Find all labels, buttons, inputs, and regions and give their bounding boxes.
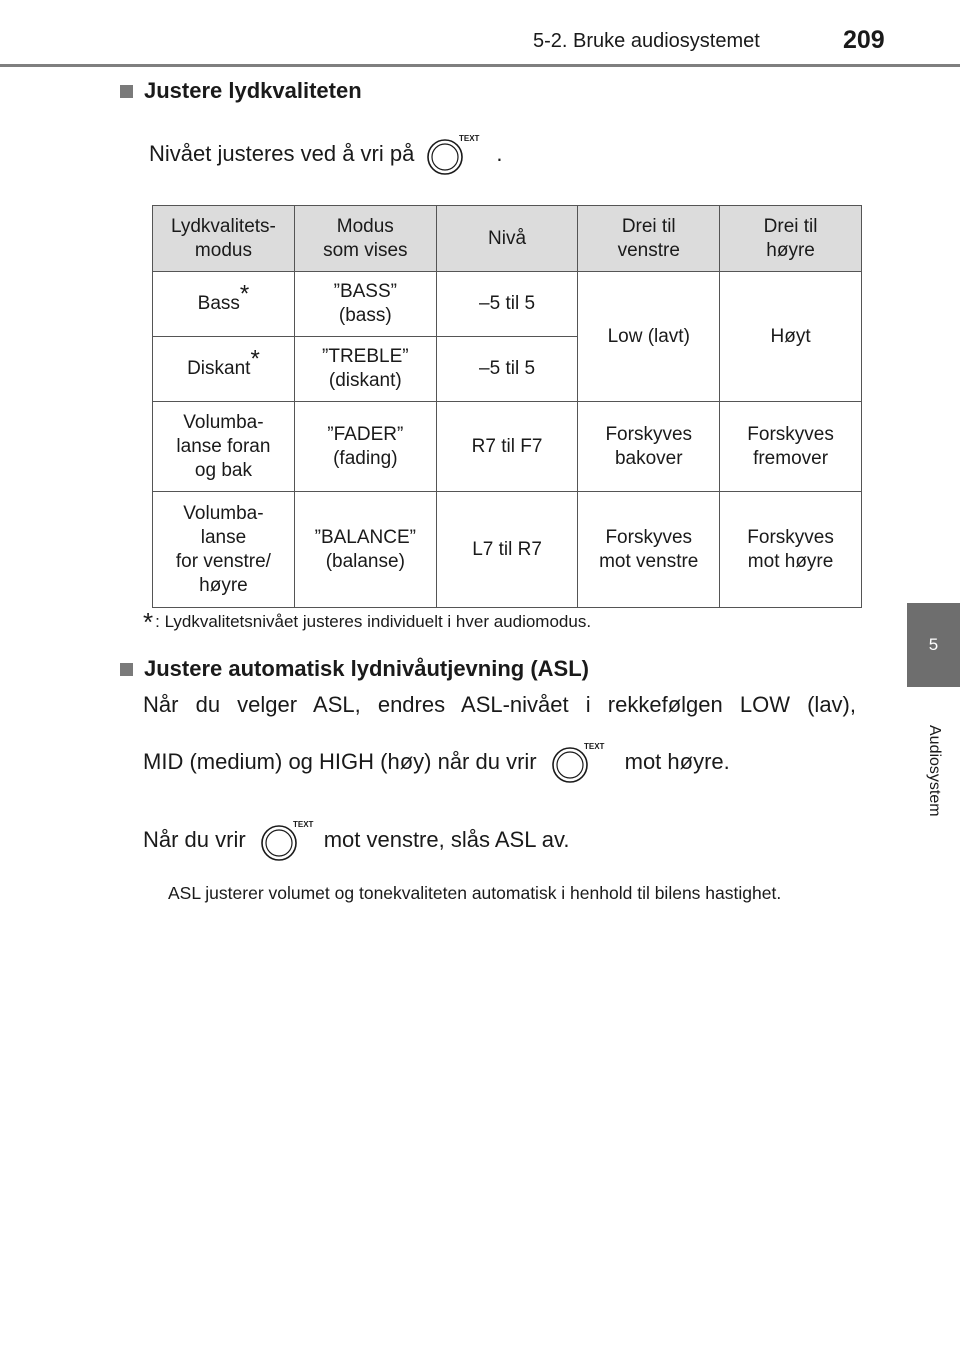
table-cell-merged — [578, 272, 720, 402]
table-cell — [436, 337, 578, 402]
table-cell-merged — [720, 272, 862, 402]
chapter-tab — [907, 603, 960, 687]
level-treble: –5 til 5 — [479, 358, 536, 379]
section-title: 5-2. Bruke audiosystemet — [533, 30, 760, 52]
asl-line-3-text: Når du vrir — [143, 827, 246, 852]
table-cell — [578, 402, 720, 492]
table-header-row — [153, 206, 862, 272]
level-fader: R7 til F7 — [471, 435, 543, 457]
asl-line-3 — [143, 818, 569, 862]
table-row — [153, 272, 862, 337]
level-balance: L7 til R7 — [472, 538, 542, 560]
header-display: Modus som vises — [323, 215, 408, 261]
table-cell — [294, 272, 436, 337]
section-heading-asl — [120, 656, 589, 682]
mode-balance: Volumba- lanse for venstre/ høyre — [175, 502, 271, 596]
table-header-cell — [153, 206, 295, 272]
asterisk: * — [239, 280, 250, 308]
asl-note: ASL justerer volumet og tonekvaliteten automatisk i henhold til bilens hastighet. — [168, 883, 782, 903]
table-cell — [294, 402, 436, 492]
table-cell — [436, 272, 578, 337]
table-cell — [436, 402, 578, 492]
table-cell — [578, 492, 720, 608]
bullet-square-icon — [120, 85, 133, 98]
table-cell — [153, 337, 295, 402]
page-number: 209 — [843, 26, 885, 54]
table-header-cell — [720, 206, 862, 272]
heading-text: Justere lydkvaliteten — [144, 78, 362, 103]
table-cell — [436, 492, 578, 608]
table-cell — [153, 492, 295, 608]
table-cell — [153, 272, 295, 337]
turn-right-high: Høyt — [770, 325, 811, 347]
level-bass: –5 til 5 — [479, 293, 536, 314]
display-balance: ”BALANCE” (balanse) — [314, 526, 416, 572]
table-cell — [294, 492, 436, 608]
header-level: Nivå — [488, 227, 527, 249]
knob-text-label: TEXT — [292, 820, 314, 829]
header-turn-right: Drei til høyre — [763, 215, 818, 261]
asl-line-2-text: MID (medium) og HIGH (høy) når du vrir — [143, 749, 537, 774]
mode-bass: Bass — [197, 293, 240, 314]
header-mode: Lydkvalitets- modus — [170, 215, 276, 261]
intro-period: . — [496, 141, 503, 166]
table-header-cell — [294, 206, 436, 272]
table-header-cell — [436, 206, 578, 272]
asl-line-2 — [143, 740, 730, 784]
knob-icon — [426, 132, 480, 176]
balance-left: Forskyves mot venstre — [599, 526, 699, 572]
table-row — [153, 402, 862, 492]
display-treble: ”TREBLE” (diskant) — [322, 346, 409, 391]
header-divider — [0, 64, 960, 67]
display-fader: ”FADER” (fading) — [327, 423, 404, 469]
knob-text-label: TEXT — [459, 134, 480, 143]
table-header-cell — [578, 206, 720, 272]
knob-text-label: TEXT — [583, 742, 605, 751]
mode-fader: Volumba- lanse foran og bak — [176, 411, 271, 481]
display-bass: ”BASS” (bass) — [333, 281, 397, 326]
fader-left: Forskyves bakover — [605, 423, 693, 469]
asl-line-1: Når du velger ASL, endres ASL-nivået i rekkefølgen LOW (lav), — [143, 692, 856, 717]
knob-icon — [551, 740, 605, 784]
section-heading-sound-quality — [120, 78, 362, 104]
turn-left-low: Low (lavt) — [607, 325, 690, 347]
table-footnote — [143, 607, 592, 637]
bullet-square-icon — [120, 663, 133, 676]
sound-quality-table — [152, 205, 862, 608]
chapter-number: 5 — [928, 635, 939, 654]
intro-line — [149, 132, 502, 176]
asl-line-3-end: mot venstre, slås ASL av. — [323, 827, 570, 852]
mode-treble: Diskant — [187, 358, 251, 379]
balance-right: Forskyves mot høyre — [747, 526, 834, 572]
table-cell — [294, 337, 436, 402]
footnote-asterisk: * — [143, 607, 154, 637]
fader-right: Forskyves fremover — [747, 423, 834, 469]
heading-text: Justere automatisk lydnivåutjevning (ASL) — [144, 656, 589, 681]
table-row — [153, 492, 862, 608]
table-cell — [720, 402, 862, 492]
chapter-label: Audiosystem — [926, 725, 943, 817]
footnote-text: : Lydkvalitetsnivået justeres individuelt i hver audiomodus. — [155, 612, 592, 631]
header-turn-left: Drei til venstre — [617, 215, 680, 261]
knob-icon — [260, 818, 314, 862]
table-cell — [720, 492, 862, 608]
asterisk: * — [250, 345, 260, 373]
intro-text: Nivået justeres ved å vri på — [149, 141, 415, 166]
table-cell — [153, 402, 295, 492]
asl-line-2-end: mot høyre. — [624, 749, 730, 774]
